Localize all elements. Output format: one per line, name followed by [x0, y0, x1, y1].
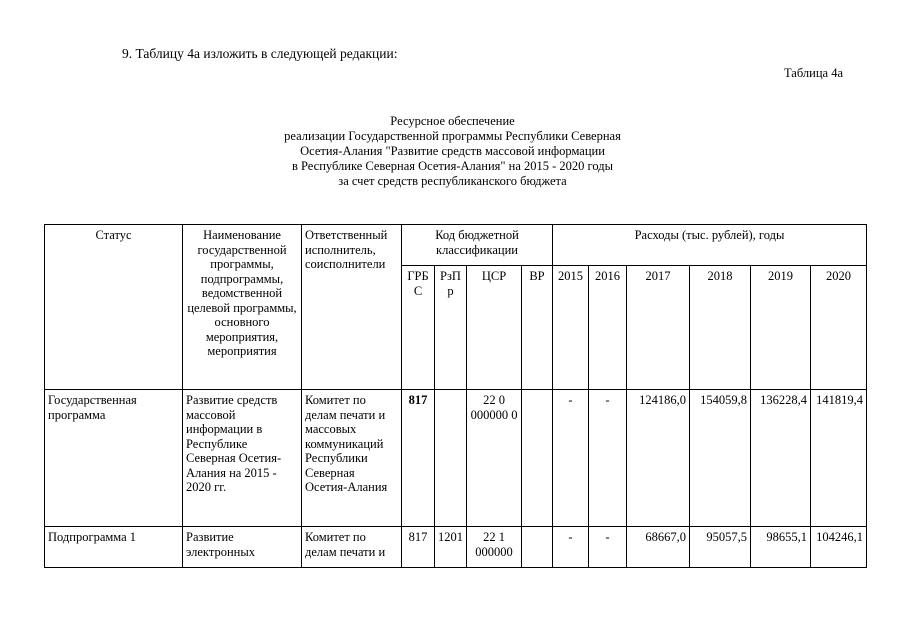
cell-vr: [522, 390, 553, 527]
header-year-2016: 2016: [589, 266, 627, 390]
cell-2016: -: [589, 527, 627, 568]
cell-csr: 22 1 000000: [467, 527, 522, 568]
resource-table: [44, 224, 867, 568]
header-responsible: Ответственный исполнитель, соисполнители: [302, 225, 402, 390]
cell-vr: [522, 527, 553, 568]
table-caption: Таблица 4а: [783, 66, 843, 80]
cell-grbs: 817: [402, 527, 435, 568]
cell-2020: 141819,4: [811, 390, 867, 527]
document-title: [0, 114, 905, 189]
cell-rzpr: 1201: [435, 527, 467, 568]
header-year-2017: 2017: [627, 266, 690, 390]
title-line: реализации Государственной программы Республики Северная: [284, 129, 621, 143]
title-line: за счет средств республиканского бюджета: [338, 174, 567, 188]
title-line: Ресурсное обеспечение: [390, 114, 515, 128]
cell-name: Развитие электронных: [183, 527, 302, 568]
cell-responsible: Комитет по делам печати и: [302, 527, 402, 568]
cell-2018: 154059,8: [690, 390, 751, 527]
cell-status: Подпрограмма 1: [45, 527, 183, 568]
resource-table-wrapper: [44, 224, 867, 568]
title-line: Осетия-Алания "Развитие средств массовой информации: [300, 144, 605, 158]
header-year-2018: 2018: [690, 266, 751, 390]
header-vr: ВР: [522, 266, 553, 390]
header-year-2020: 2020: [811, 266, 867, 390]
cell-name: Развитие средств массовой информации в Республике Северная Осетия-Алания на 2015 - 2020 гг.: [183, 390, 302, 527]
cell-2015: -: [553, 390, 589, 527]
cell-2019: 136228,4: [751, 390, 811, 527]
cell-csr: 22 0 000000 0: [467, 390, 522, 527]
header-rzpr: РзП р: [435, 266, 467, 390]
cell-rzpr: [435, 390, 467, 527]
header-budget-code: Код бюджетной классификации: [402, 225, 553, 266]
cell-2017: 124186,0: [627, 390, 690, 527]
cell-2019: 98655,1: [751, 527, 811, 568]
header-year-2015: 2015: [553, 266, 589, 390]
cell-status: Государственная программа: [45, 390, 183, 527]
cell-2020: 104246,1: [811, 527, 867, 568]
header-expenses: Расходы (тыс. рублей), годы: [553, 225, 867, 266]
cell-2016: -: [589, 390, 627, 527]
table-row: [45, 390, 867, 527]
title-line: в Республике Северная Осетия-Алания" на 2015 - 2020 годы: [291, 159, 614, 173]
header-name: Наименование государственной программы, подпрограммы, ведомственной целевой программы, основного мероприятия, мероприятия: [183, 225, 302, 390]
header-grbs: ГРБ С: [402, 266, 435, 390]
table-row: [45, 527, 867, 568]
intro-text: 9. Таблицу 4а изложить в следующей редакции:: [122, 46, 398, 61]
header-csr: ЦСР: [467, 266, 522, 390]
cell-2017: 68667,0: [627, 527, 690, 568]
cell-2018: 95057,5: [690, 527, 751, 568]
cell-responsible: Комитет по делам печати и массовых коммуникаций Республики Северная Осетия-Алания: [302, 390, 402, 527]
header-status: Статус: [45, 225, 183, 390]
cell-2015: -: [553, 527, 589, 568]
header-year-2019: 2019: [751, 266, 811, 390]
cell-grbs: 817: [402, 390, 435, 527]
